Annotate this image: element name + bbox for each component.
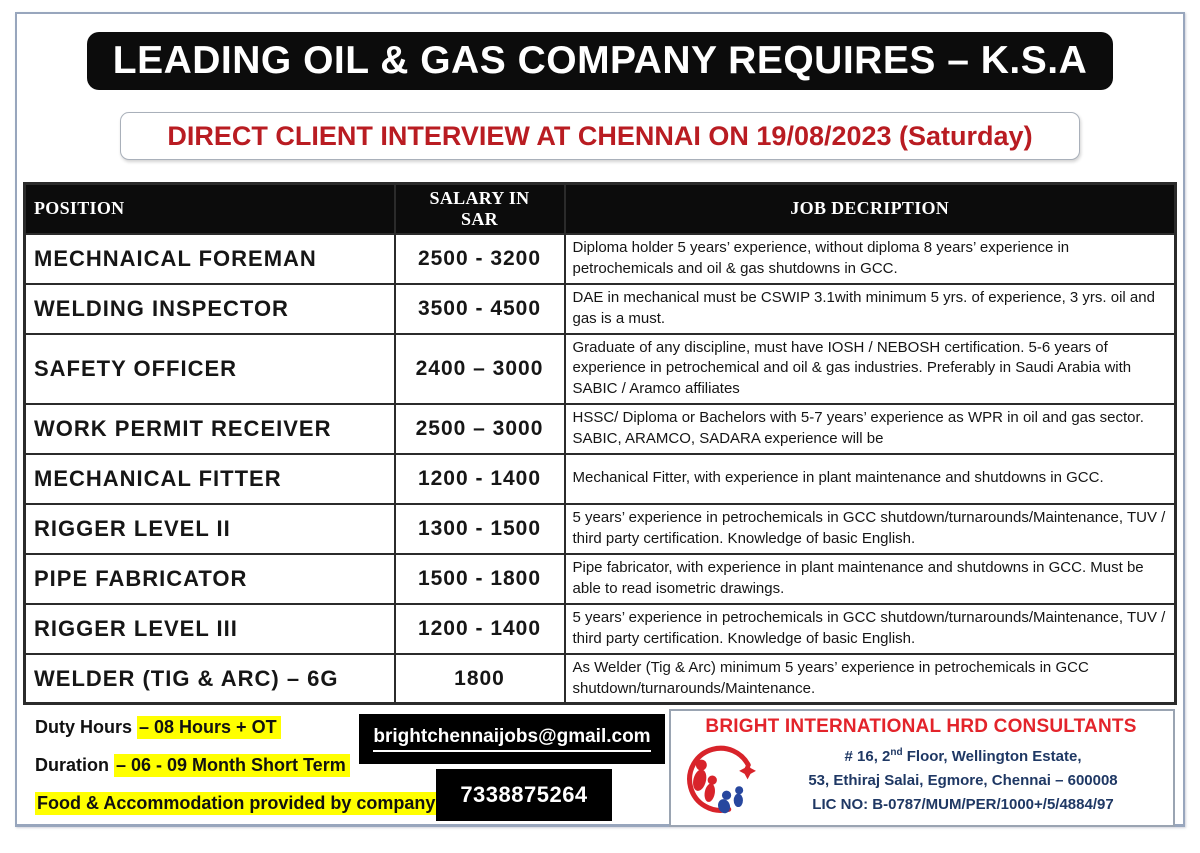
column-header-description: JOB DECRIPTION (565, 184, 1176, 234)
address-line-1-text: # 16, 2 (844, 748, 891, 766)
poster-title: LEADING OIL & GAS COMPANY REQUIRES – K.S.A (112, 39, 1088, 82)
note-highlight: Food & Accommodation provided by company (35, 792, 439, 815)
column-header-position: POSITION (25, 184, 395, 234)
column-header-salary-label: SALARY IN SAR (429, 188, 530, 229)
job-salary: 3500 - 4500 (395, 284, 565, 334)
job-salary: 2500 - 3200 (395, 234, 565, 284)
job-row (25, 334, 1176, 404)
job-position: MECHNAICAL FOREMAN (25, 234, 395, 284)
job-row (25, 604, 1176, 654)
job-row (25, 554, 1176, 604)
job-description: 5 years’ experience in petrochemicals in GCC shutdown/turnarounds/Maintenance, TUV / third party certification. Knowledge of basic English. (565, 504, 1176, 554)
job-row (25, 284, 1176, 334)
job-row (25, 234, 1176, 284)
contact-phone: 7338875264 (460, 782, 588, 808)
job-position: SAFETY OFFICER (25, 334, 395, 404)
consultant-address (761, 745, 1165, 817)
address-line-1-rest: Floor, Wellington Estate, (902, 748, 1082, 766)
contact-email-link[interactable]: brightchennaijobs@gmail.com (373, 726, 650, 752)
address-line-2: 53, Ethiraj Salai, Egmore, Chennai – 600008 (808, 772, 1118, 790)
job-salary: 1800 (395, 654, 565, 704)
address-line-1 (761, 745, 1165, 769)
job-row (25, 404, 1176, 454)
job-position: RIGGER LEVEL II (25, 504, 395, 554)
phone-box (436, 769, 612, 821)
job-salary: 2400 – 3000 (395, 334, 565, 404)
job-description: HSSC/ Diploma or Bachelors with 5-7 years’ experience as WPR in oil and gas sector. SABIC, ARAMCO, SADARA experience will be (565, 404, 1176, 454)
job-position: MECHANICAL FITTER (25, 454, 395, 504)
job-position: WORK PERMIT RECEIVER (25, 404, 395, 454)
job-salary: 2500 – 3000 (395, 404, 565, 454)
job-salary: 1200 - 1400 (395, 454, 565, 504)
job-description: As Welder (Tig & Arc) minimum 5 years’ experience in petrochemicals in GCC shutdown/turnarounds/Maintenance. (565, 654, 1176, 704)
job-position: PIPE FABRICATOR (25, 554, 395, 604)
consultant-name: BRIGHT INTERNATIONAL HRD CONSULTANTS (705, 716, 1137, 738)
job-position: WELDER (TIG & ARC) – 6G (25, 654, 395, 704)
job-description: Diploma holder 5 years’ experience, without diploma 8 years’ experience in petrochemicals and oil & gas shutdowns in GCC. (565, 234, 1176, 284)
interview-announcement: DIRECT CLIENT INTERVIEW AT CHENNAI ON 19/08/2023 (Saturday) (167, 120, 1033, 151)
job-description: Graduate of any discipline, must have IOSH / NEBOSH certification. 5-6 years of experience in petrochemical and oil & gas industries. Preferably in Saudi Arabia with SABIC / Aramco affiliates (565, 334, 1176, 404)
column-header-salary (395, 184, 565, 234)
job-description: DAE in mechanical must be CSWIP 3.1with minimum 5 yrs. of experience, 3 yrs. oil and gas is a must. (565, 284, 1176, 334)
job-row (25, 454, 1176, 504)
job-salary: 1500 - 1800 (395, 554, 565, 604)
job-position: RIGGER LEVEL III (25, 604, 395, 654)
address-line-1-superscript: nd (890, 747, 903, 759)
job-row (25, 654, 1176, 704)
address-line-3: LIC NO: B-0787/MUM/PER/1000+/5/4884/97 (812, 796, 1114, 814)
job-position: WELDING INSPECTOR (25, 284, 395, 334)
people-circle-logo-icon (677, 739, 761, 823)
footer (23, 706, 1177, 838)
job-poster (15, 12, 1185, 827)
email-box (359, 714, 665, 764)
table-header-row (25, 184, 1176, 234)
job-row (25, 504, 1176, 554)
job-description: Mechanical Fitter, with experience in plant maintenance and shutdowns in GCC. (565, 454, 1176, 504)
consultant-box (669, 709, 1175, 827)
jobs-table (23, 182, 1177, 705)
note-highlight: – 08 Hours + OT (137, 716, 281, 739)
job-salary: 1200 - 1400 (395, 604, 565, 654)
job-description: 5 years’ experience in petrochemicals in GCC shutdown/turnarounds/Maintenance, TUV / third party certification. Knowledge of basic English. (565, 604, 1176, 654)
note-label: Duration (35, 755, 114, 776)
title-banner (87, 32, 1113, 90)
job-salary: 1300 - 1500 (395, 504, 565, 554)
job-description: Pipe fabricator, with experience in plant maintenance and shutdowns in GCC. Must be able to read isometric drawings. (565, 554, 1176, 604)
note-label: Duty Hours (35, 717, 138, 738)
jobs-table-body (25, 234, 1176, 704)
interview-banner (120, 112, 1080, 160)
note-highlight: – 06 - 09 Month Short Term (114, 754, 350, 777)
